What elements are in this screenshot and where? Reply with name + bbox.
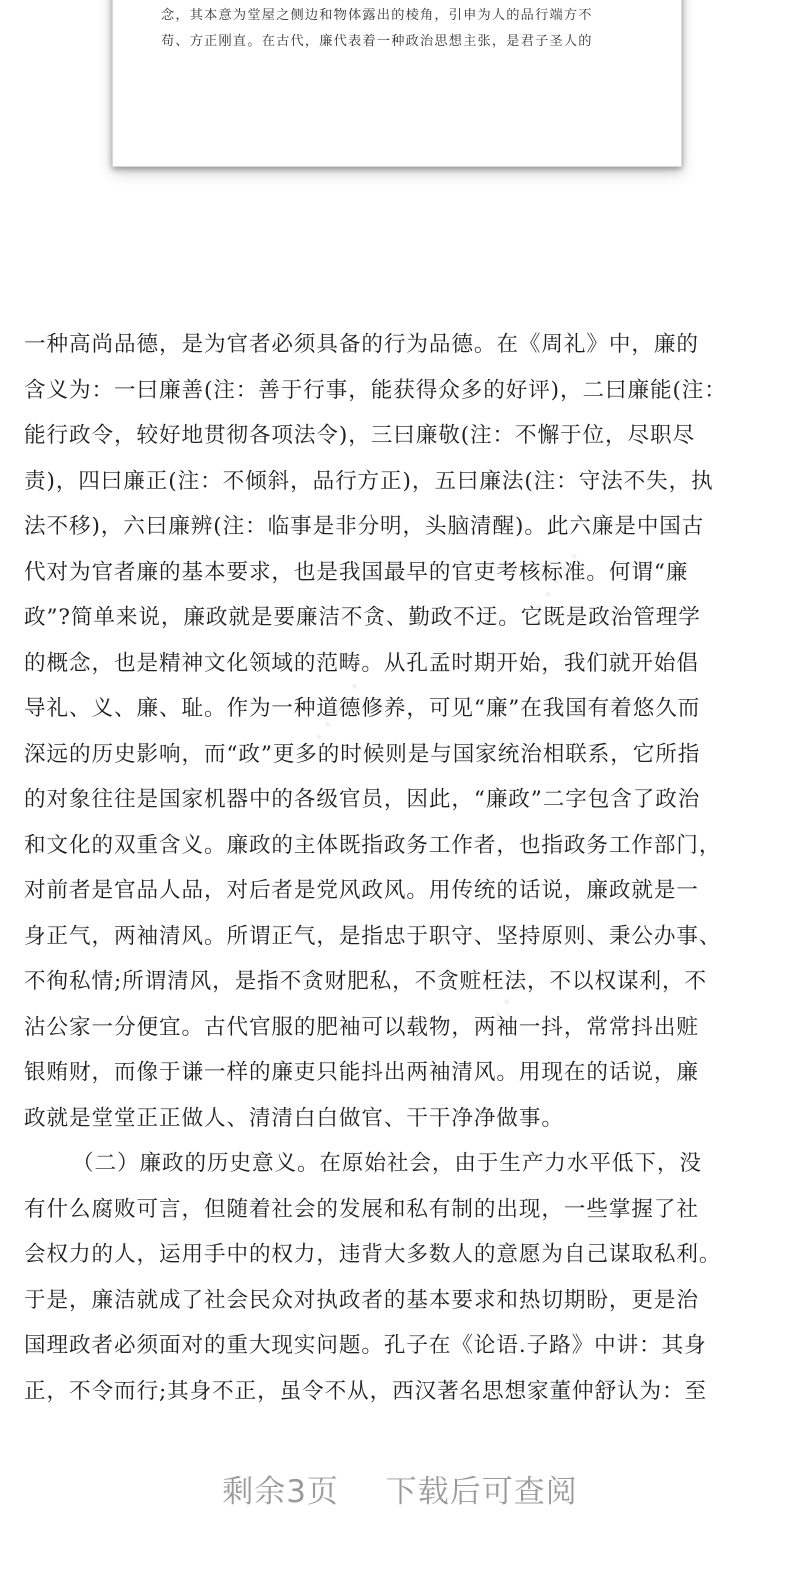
body-line: 于是，廉洁就成了社会民众对执政者的基本要求和热切期盼，更是治: [24, 1287, 699, 1313]
download-prompt[interactable]: [0, 1466, 800, 1511]
body-line: 银贿财，而像于谦一样的廉吏只能抖出两袖清风。用现在的话说，廉: [24, 1060, 699, 1085]
remaining-pages-label[interactable]: 剩余3页: [222, 1474, 339, 1510]
document-body: [24, 322, 780, 1414]
body-line: 沾公家一分便宜。古代官服的肥袖可以载物，两袖一抖，常常抖出赃: [24, 1014, 699, 1040]
body-line: 不徇私情;所谓清风，是指不贪财肥私，不贪赃枉法，不以权谋利，不: [24, 969, 707, 994]
watermark: ·····: [469, 957, 548, 1044]
body-line: 和文化的双重含义。廉政的主体既指政务工作者，也指政务工作部门，: [24, 832, 722, 858]
body-line: 的对象往往是国家机器中的各级官员，因此，“廉政”二字包含了政治: [24, 787, 701, 812]
body-line: 深远的历史影响，而“政”更多的时候则是与国家统治相联系，它所指: [24, 741, 701, 767]
download-hint-label[interactable]: 下载后可查阅: [385, 1474, 578, 1510]
preview-line: 苟、方正刚直。在古代，廉代表着一种政治思想主张，是君子圣人的: [161, 34, 593, 49]
body-line: 国理政者必须面对的重大现实问题。孔子在《论语.子路》中讲：其身: [24, 1333, 707, 1358]
body-line: 有什么腐败可言，但随着社会的发展和私有制的出现，一些掌握了社: [24, 1196, 699, 1222]
body-line: 含义为：一曰廉善(注：善于行事，能获得众多的好评)，二曰廉能(注：: [24, 377, 727, 403]
body-line: （二）廉政的历史意义。在原始社会，由于生产力水平低下，没: [72, 1151, 702, 1176]
body-line: 会权力的人，运用手中的权力，违背大多数人的意愿为自己谋取私利。: [24, 1242, 722, 1267]
body-line: 正，不令而行;其身不正，虽令不从，西汉著名思想家董仲舒认为：至: [24, 1378, 707, 1404]
preview-line: 念，其本意为堂屋之侧边和物体露出的棱角，引申为人的品行端方不: [161, 8, 593, 23]
body-line: 政就是堂堂正正做人、清清白白做官、干干净净做事。: [24, 1105, 564, 1131]
body-line: 身正气，两袖清风。所谓正气，是指忠于职守、坚持原则、秉公办事、: [24, 923, 722, 949]
body-line: 能行政令，较好地贯彻各项法令)，三曰廉敬(注：不懈于位，尽职尽: [24, 423, 695, 448]
body-line: 一种高尚品德，是为官者必须具备的行为品德。在《周礼》中，廉的: [24, 332, 699, 357]
watermark: ·····: [299, 667, 378, 754]
body-line: 政”?简单来说，廉政就是要廉洁不贪、勤政不迂。它既是政治管理学: [24, 605, 701, 630]
preview-page-card: [112, 0, 682, 167]
body-line: 法不移)，六曰廉辨(注：临事是非分明，头脑清醒)。此六廉是中国古: [24, 514, 705, 539]
body-line: 的概念，也是精神文化领域的范畴。从孔孟时期开始，我们就开始倡: [24, 650, 699, 676]
preview-text: [161, 0, 639, 55]
body-line: 对前者是官品人品，对后者是党风政风。用传统的话说，廉政就是一: [24, 878, 699, 903]
body-line: 责)，四曰廉正(注：不倾斜，品行方正)，五曰廉法(注：守法不失，执: [24, 468, 714, 494]
watermark: ·····: [519, 537, 598, 624]
body-line: 代对为官者廉的基本要求，也是我国最早的官吏考核标准。何谓“廉: [24, 559, 689, 585]
body-line: 导礼、义、廉、耻。作为一种道德修养，可见“廉”在我国有着悠久而: [24, 696, 701, 721]
